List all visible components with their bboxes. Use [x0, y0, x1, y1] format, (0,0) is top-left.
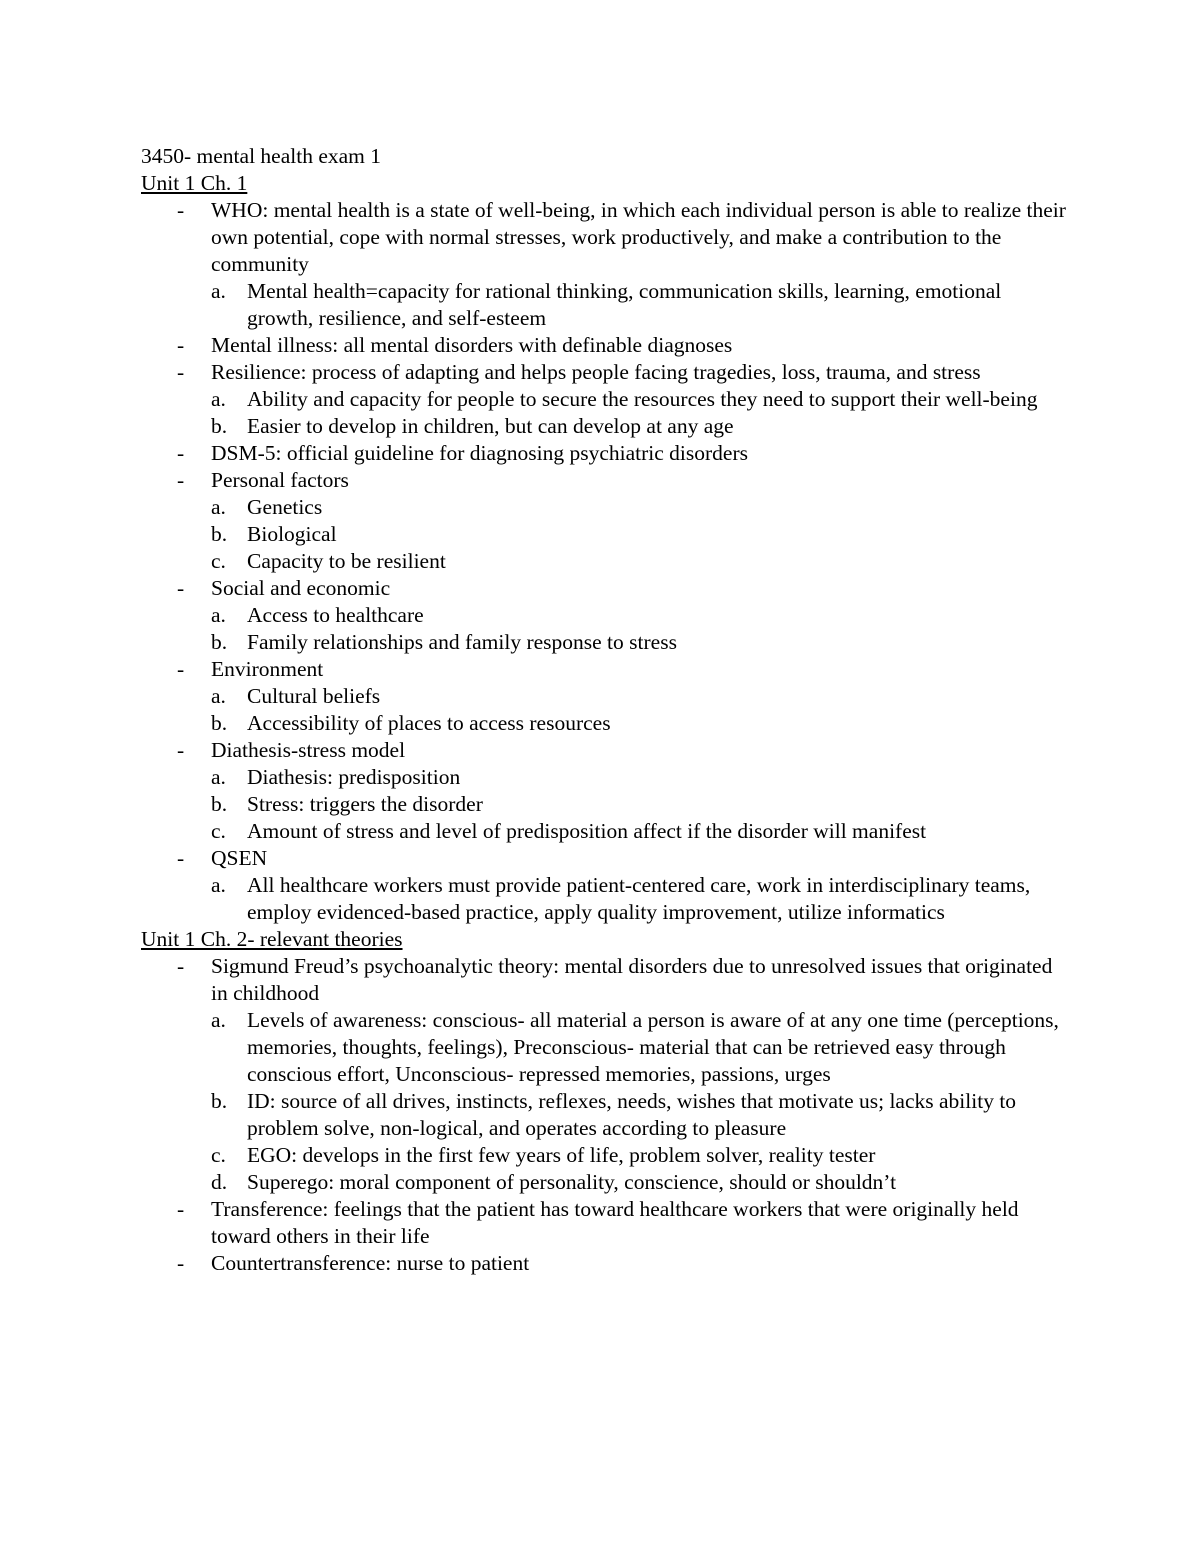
sub-item-marker: c.: [211, 549, 226, 573]
bullet-list: [141, 953, 1071, 1277]
bullet-text: Personal factors: [211, 468, 349, 492]
sub-item-text: Diathesis: predisposition: [247, 765, 461, 789]
sub-item-text: Family relationships and family response to stress: [247, 630, 677, 654]
sub-item-marker: c.: [211, 819, 226, 843]
sub-item: [211, 629, 1071, 656]
bullet-text: Social and economic: [211, 576, 391, 600]
sub-item: [211, 1142, 1071, 1169]
sub-item-text: Easier to develop in children, but can develop at any age: [247, 414, 734, 438]
bullet-text: Transference: feelings that the patient has toward healthcare workers that were originally held toward others in their life: [211, 1197, 1019, 1248]
bullet-item: [141, 467, 1071, 575]
sub-item: [211, 872, 1071, 926]
bullet-text: Resilience: process of adapting and helps people facing tragedies, loss, trauma, and stress: [211, 360, 981, 384]
sub-item-text: Ability and capacity for people to secure the resources they need to support their well-being: [247, 387, 1038, 411]
sub-item-marker: a.: [211, 603, 226, 627]
sub-item: [211, 710, 1071, 737]
bullet-dash-marker: -: [177, 468, 185, 492]
sub-item-marker: b.: [211, 414, 228, 438]
bullet-item: [141, 332, 1071, 359]
bullet-dash-marker: -: [177, 441, 185, 465]
document-title: 3450- mental health exam 1: [141, 144, 382, 168]
sub-item-text: EGO: develops in the first few years of life, problem solver, reality tester: [247, 1143, 876, 1167]
sub-list: [211, 764, 1071, 845]
sub-item-text: Genetics: [247, 495, 323, 519]
bullet-item: [141, 1196, 1071, 1250]
sub-item: [211, 602, 1071, 629]
bullet-dash-marker: -: [177, 576, 185, 600]
sub-list: [211, 1007, 1071, 1196]
sub-item-text: Mental health=capacity for rational thinking, communication skills, learning, emotional growth, resilience, and self-esteem: [247, 279, 1002, 330]
sub-item-text: Amount of stress and level of predisposition affect if the disorder will manifest: [247, 819, 927, 843]
notes-section: [141, 170, 1071, 926]
sub-item: [211, 548, 1071, 575]
sub-item-marker: a.: [211, 279, 226, 303]
sub-item-text: Accessibility of places to access resources: [247, 711, 611, 735]
bullet-item: [141, 575, 1071, 656]
bullet-text: Sigmund Freud’s psychoanalytic theory: mental disorders due to unresolved issues that originated in childhood: [211, 954, 1053, 1005]
bullet-dash-marker: -: [177, 846, 185, 870]
sub-item-marker: b.: [211, 792, 228, 816]
bullet-item: [141, 1250, 1071, 1277]
bullet-item: [141, 953, 1071, 1196]
sub-item-text: Capacity to be resilient: [247, 549, 446, 573]
sub-item: [211, 521, 1071, 548]
sub-item-marker: c.: [211, 1143, 226, 1167]
bullet-text: Environment: [211, 657, 324, 681]
sub-item: [211, 1088, 1071, 1142]
document-page: [141, 143, 1071, 1277]
bullet-item: [141, 737, 1071, 845]
sub-item-text: Biological: [247, 522, 337, 546]
bullet-dash-marker: -: [177, 738, 185, 762]
bullet-dash-marker: -: [177, 198, 185, 222]
bullet-text: Mental illness: all mental disorders with definable diagnoses: [211, 333, 733, 357]
sub-item-marker: b.: [211, 1089, 228, 1113]
sub-item: [211, 764, 1071, 791]
bullet-list: [141, 197, 1071, 926]
bullet-text: WHO: mental health is a state of well-being, in which each individual person is able to realize their own potential, cope with normal stresses, work productively, and make a contribution to the community: [211, 198, 1066, 276]
bullet-dash-marker: -: [177, 1251, 185, 1275]
section-heading: Unit 1 Ch. 1: [141, 171, 248, 195]
sub-item: [211, 1007, 1071, 1088]
sub-item-marker: a.: [211, 387, 226, 411]
bullet-text: QSEN: [211, 846, 268, 870]
sub-item-text: Levels of awareness: conscious- all material a person is aware of at any one time (perceptions, memories, thoughts, feelings), Preconscious- material that can be retrieved easy through conscious effort, Unconscious- repressed memories, passions, urges: [247, 1008, 1059, 1086]
bullet-item: [141, 656, 1071, 737]
sub-list: [211, 278, 1071, 332]
sub-item-marker: a.: [211, 1008, 226, 1032]
sub-list: [211, 872, 1071, 926]
notes-section: [141, 926, 1071, 1277]
sub-item-text: Cultural beliefs: [247, 684, 381, 708]
section-heading: Unit 1 Ch. 2- relevant theories: [141, 927, 403, 951]
bullet-text: DSM-5: official guideline for diagnosing psychiatric disorders: [211, 441, 748, 465]
sub-item: [211, 413, 1071, 440]
sub-list: [211, 494, 1071, 575]
sub-item: [211, 791, 1071, 818]
sub-item: [211, 1169, 1071, 1196]
sub-item: [211, 278, 1071, 332]
sub-list: [211, 386, 1071, 440]
sub-item-marker: b.: [211, 711, 228, 735]
sub-item-marker: a.: [211, 684, 226, 708]
bullet-dash-marker: -: [177, 360, 185, 384]
sub-item-text: All healthcare workers must provide patient-centered care, work in interdisciplinary teams, employ evidenced-based practice, apply quality improvement, utilize informatics: [247, 873, 1031, 924]
bullet-text: Countertransference: nurse to patient: [211, 1251, 530, 1275]
sub-item-text: Superego: moral component of personality, conscience, should or shouldn’t: [247, 1170, 897, 1194]
sub-item-marker: b.: [211, 630, 228, 654]
sub-item-marker: a.: [211, 765, 226, 789]
bullet-dash-marker: -: [177, 954, 185, 978]
bullet-dash-marker: -: [177, 1197, 185, 1221]
sub-item: [211, 386, 1071, 413]
bullet-dash-marker: -: [177, 333, 185, 357]
bullet-dash-marker: -: [177, 657, 185, 681]
sub-item-marker: d.: [211, 1170, 228, 1194]
sub-item-text: Access to healthcare: [247, 603, 424, 627]
document-body: [141, 170, 1071, 1277]
sub-item-text: ID: source of all drives, instincts, reflexes, needs, wishes that motivate us; lacks ability to problem solve, non-logical, and operates according to pleasure: [247, 1089, 1017, 1140]
sub-item: [211, 683, 1071, 710]
bullet-item: [141, 440, 1071, 467]
bullet-item: [141, 845, 1071, 926]
sub-item-marker: a.: [211, 495, 226, 519]
bullet-text: Diathesis-stress model: [211, 738, 406, 762]
sub-item-marker: b.: [211, 522, 228, 546]
sub-item: [211, 818, 1071, 845]
sub-item: [211, 494, 1071, 521]
sub-list: [211, 602, 1071, 656]
bullet-item: [141, 197, 1071, 332]
sub-item-marker: a.: [211, 873, 226, 897]
sub-item-text: Stress: triggers the disorder: [247, 792, 483, 816]
bullet-item: [141, 359, 1071, 440]
sub-list: [211, 683, 1071, 737]
